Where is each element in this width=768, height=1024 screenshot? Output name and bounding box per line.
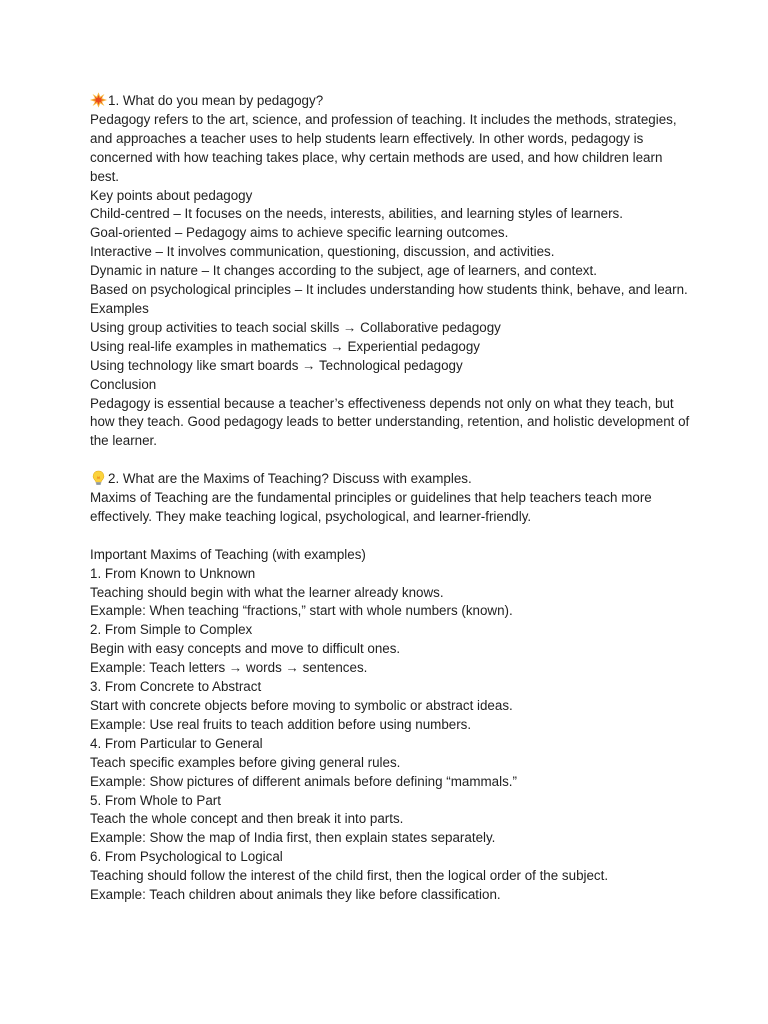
maxim-description: Teaching should follow the interest of the child first, then the logical order of the subject. xyxy=(90,868,609,884)
maxim-example: Example: Teach children about animals they like before classification. xyxy=(90,887,501,903)
paragraph-spacer xyxy=(90,527,690,546)
key-point-item: Dynamic in nature – It changes according to the subject, age of learners, and context. xyxy=(90,263,597,279)
maxim-title: 5. From Whole to Part xyxy=(90,792,221,808)
key-point-item: Child-centred – It focuses on the needs, interests, abilities, and learning styles of learners. xyxy=(90,206,623,222)
examples-heading: Examples xyxy=(90,300,149,316)
key-point-item: Interactive – It involves communication, questioning, discussion, and activities. xyxy=(90,244,555,260)
conclusion-text: Pedagogy is essential because a teacher’s effectiveness depends not only on what they teach, but how they teach. Good pedagogy leads to better understanding, retention, and holistic development of the learner. xyxy=(90,395,690,449)
maxim-example: Example: When teaching “fractions,” start with whole numbers (known). xyxy=(90,603,513,619)
key-point-item: Based on psychological principles – It includes understanding how students think, behave, and learn. xyxy=(90,282,688,298)
section-1-intro: Pedagogy refers to the art, science, and profession of teaching. It includes the methods, strategies, and approaches a teacher uses to help students learn effectively. In other words, pedagogy is concerned with how teaching takes place, why certain methods are used, and how children learn best. xyxy=(90,111,677,184)
maxim-example: Example: Teach letters → words → sentences. xyxy=(90,660,368,676)
section-2-heading-line xyxy=(90,470,690,489)
maxim-title: 6. From Psychological to Logical xyxy=(90,849,283,865)
example-item: Using group activities to teach social skills → Collaborative pedagogy xyxy=(90,319,501,335)
example-item: Using real-life examples in mathematics → Experiential pedagogy xyxy=(90,338,481,354)
section-2-intro: Maxims of Teaching are the fundamental principles or guidelines that help teachers teach more effectively. They make teaching logical, psychological, and learner-friendly. xyxy=(90,490,652,524)
maxim-title: 3. From Concrete to Abstract xyxy=(90,679,262,695)
maxim-title: 2. From Simple to Complex xyxy=(90,622,253,638)
paragraph-spacer xyxy=(90,451,690,470)
light-bulb-icon xyxy=(90,470,107,486)
section-1-heading-line xyxy=(90,92,690,111)
maxims-list-heading: Important Maxims of Teaching (with examples) xyxy=(90,546,366,562)
maxim-description: Teach specific examples before giving general rules. xyxy=(90,754,401,770)
conclusion-heading: Conclusion xyxy=(90,376,157,392)
section-1-heading: 1. What do you mean by pedagogy? xyxy=(108,93,324,108)
collision-icon xyxy=(90,92,107,108)
key-point-item: Goal-oriented – Pedagogy aims to achieve specific learning outcomes. xyxy=(90,225,509,241)
maxim-example: Example: Use real fruits to teach addition before using numbers. xyxy=(90,716,472,732)
maxim-description: Begin with easy concepts and move to difficult ones. xyxy=(90,641,401,657)
maxim-description: Start with concrete objects before moving to symbolic or abstract ideas. xyxy=(90,697,513,713)
key-points-heading: Key points about pedagogy xyxy=(90,187,253,203)
maxim-example: Example: Show the map of India first, then explain states separately. xyxy=(90,830,496,846)
example-item: Using technology like smart boards → Technological pedagogy xyxy=(90,357,463,373)
maxim-title: 4. From Particular to General xyxy=(90,735,263,751)
maxim-example: Example: Show pictures of different animals before defining “mammals.” xyxy=(90,773,517,789)
section-2-heading: 2. What are the Maxims of Teaching? Discuss with examples. xyxy=(108,471,472,487)
maxim-description: Teaching should begin with what the learner already knows. xyxy=(90,584,444,600)
maxim-description: Teach the whole concept and then break it into parts. xyxy=(90,811,404,827)
document-body xyxy=(90,92,690,905)
maxim-title: 1. From Known to Unknown xyxy=(90,565,256,581)
